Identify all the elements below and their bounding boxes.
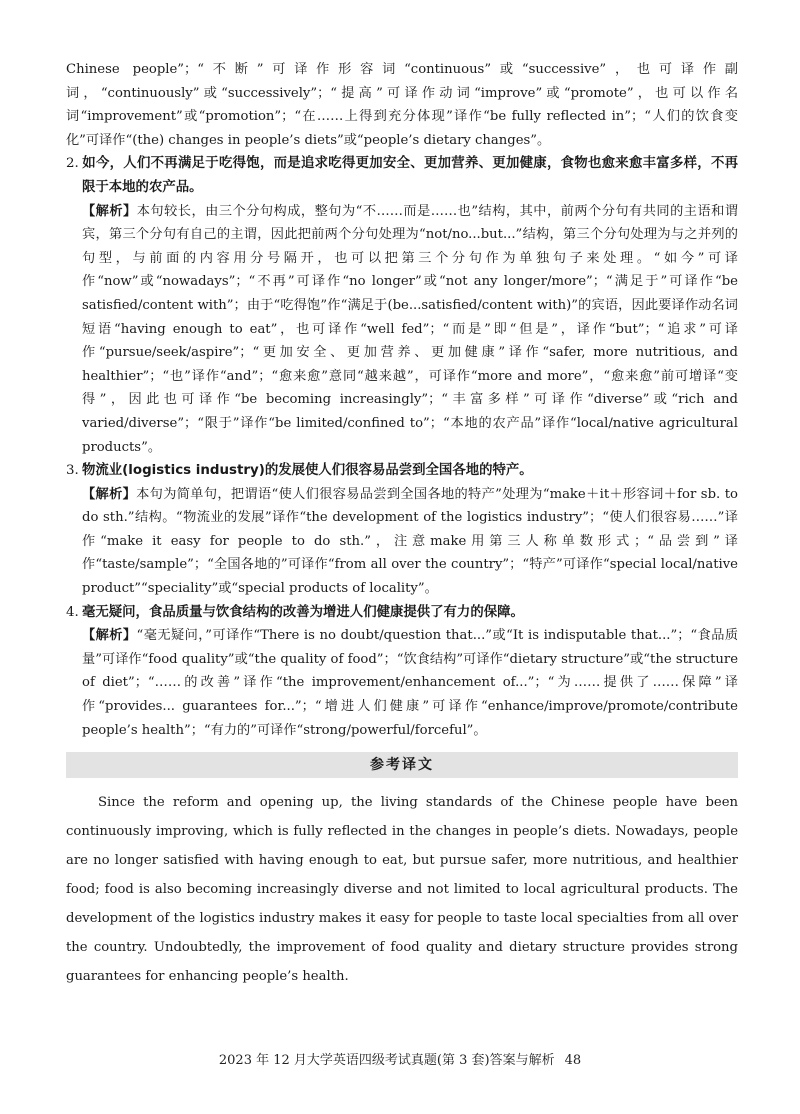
question-sentence: 物流业(logistics industry)的发展使人们很容易品尝到全国各地的特产。	[82, 463, 533, 479]
analysis-text: “毫无疑问，”可译作“There is no doubt/question that...”或“It is indisputable that...”；“食品质量”可译作“food quality”或“the quality of food”；“饮食结构”可译作“dietary structure”或“the structure of diet”；“……的改善”译作“the improvement/enhancement of...”；“为……提供了……保障”译作“provides... guarantees for...”；“增进人们健康”可译作“enhance/improve/promote/contribute people’s health”；“有力的”可译作“strong/powerful/forceful”。	[82, 628, 739, 738]
reference-translation-heading: 参考译文	[66, 752, 738, 778]
intro-paragraph: Chinese people”；“不断”可译作形容词“continuous”或“successive”，也可译作副词，“continuously”或“successively”；“提高”可译作动词“improve”或“promote”，也可以作名词“improvement”或“promotion”；“在……上得到充分体现”译作“be fully reflected in”；“人们的饮食变化”可译作“(the) changes in people’s diets”或“people’s dietary changes”。	[66, 62, 738, 148]
analysis-paragraph	[66, 624, 738, 742]
footer-title: 2023 年 12 月大学英语四级考试真题(第 3 套)答案与解析	[218, 1053, 555, 1068]
question-text	[66, 459, 738, 483]
page-footer	[0, 1049, 800, 1068]
question-number: 2.	[66, 156, 79, 172]
question-number: 4.	[66, 604, 79, 620]
analysis-paragraph	[66, 200, 738, 460]
page-content	[66, 58, 738, 1004]
question-text	[66, 601, 738, 625]
analysis-paragraph	[66, 483, 738, 601]
question-item-3	[66, 459, 738, 601]
analysis-text: 本句较长，由三个分句构成，整句为“不……而是……也”结构，其中，前两个分句有共同的主语和谓宾，第三个分句有自己的主谓，因此把前两个分句处理为“not/no...but...”结构，第三个分句处理为与之并列的句型，与前面的内容用分号隔开，也可以把第三个分句作为单独句子来处理。“如今”可译作“now”或“nowadays”；“不再”可译作“no longer”或“not any longer/more”；“满足于”可译作“be satisfied/content with”；由于“吃得饱”作“满足于(be...satisfied/content with)”的宾语，因此要译作动名词短语“having enough to eat”，也可译作“well fed”；“而是”即“但是”，译作“but”；“追求”可译作“pursue/seek/aspire”；“更加安全、更加营养、更加健康”译作“safer, more nutritious, and healthier”；“也”译作“and”；“愈来愈”意同“越来越”，可译作“more and more”，“愈来愈”前可增译“变得”，因此也可译作“be becoming increasingly”；“丰富多样”可译作“diverse”或“rich and varied/diverse”；“限于”译作“be limited/confined to”；“本地的农产品”译作“local/native agricultural products”。	[82, 203, 739, 455]
question-text	[66, 152, 738, 199]
page-number: 48	[564, 1053, 582, 1068]
analysis-text: 本句为简单句，把谓语“使人们很容易品尝到全国各地的特产”处理为“make＋it＋形容词＋for sb. to do sth.”结构。“物流业的发展”译作“the development of the logistics industry”；“使人们很容易……”译作“make it easy for people to do sth.”，注意make用第三人称单数形式；“品尝到”译作“taste/sample”；“全国各地的”可译作“from all over the country”；“特产”可译作“special local/native product”“speciality”或“special products of locality”。	[82, 486, 738, 597]
question-number: 3.	[66, 463, 79, 479]
analysis-tag: 【解析】	[82, 203, 137, 219]
analysis-tag: 【解析】	[82, 486, 137, 502]
analysis-tag: 【解析】	[82, 628, 137, 644]
question-item-4	[66, 601, 738, 743]
question-item-2	[66, 152, 738, 459]
question-sentence: 毫无疑问，食品质量与饮食结构的改善为增进人们健康提供了有力的保障。	[82, 604, 524, 620]
reference-translation-text: Since the reform and opening up, the living standards of the Chinese people have been continuously improving, which is fully reflected in the changes in people’s diets. Nowadays, people are no longer satisfied with having enough to eat, but pursue safer, more nutritious, and healthier food; food is also becoming increasingly diverse and not limited to local agricultural products. The development of the logistics industry makes it easy for people to taste local specialties from all over the country. Undoubtedly, the improvement of food quality and dietary structure provides strong guarantees for enhancing people’s health.	[66, 795, 738, 985]
question-sentence: 如今，人们不再满足于吃得饱，而是追求吃得更加安全、更加营养、更加健康，食物也愈来愈丰富多样，不再限于本地的农产品。	[82, 156, 738, 195]
